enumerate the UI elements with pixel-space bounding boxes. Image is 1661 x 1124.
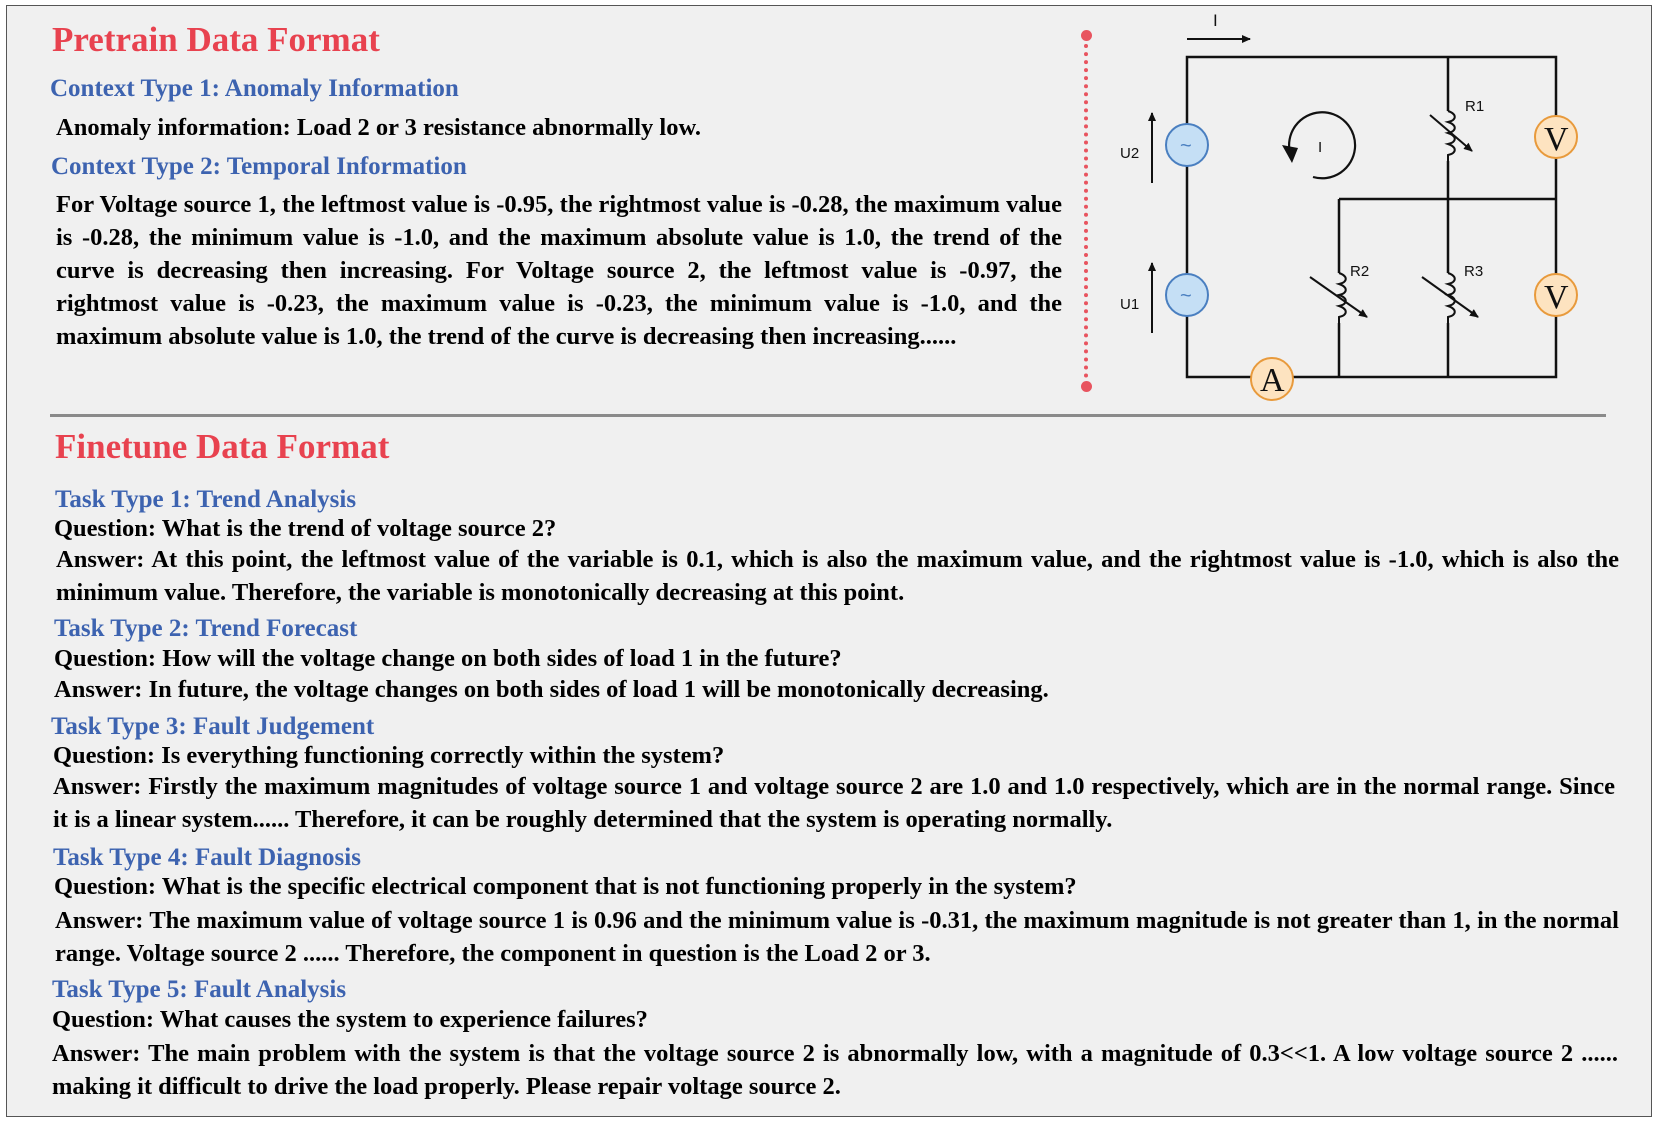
task4-heading: Task Type 4: Fault Diagnosis — [53, 844, 361, 871]
divider-dot-bottom — [1081, 381, 1092, 392]
u1-label: U1 — [1120, 296, 1140, 313]
task4-answer: Answer: The maximum value of voltage source 1 is 0.96 and the minimum value is -0.31, the maximum magnitude is not greater than 1, in the normal range. Voltage source 2 ...... Therefore, the component in question is the Load 2 or 3. — [55, 907, 1619, 967]
voltmeter-2-label: V — [1544, 279, 1569, 316]
u1-source-symbol: ~ — [1180, 285, 1192, 307]
current-label: I — [1213, 11, 1218, 30]
task1-question: Question: What is the trend of voltage source 2? — [54, 515, 557, 542]
task5-heading: Task Type 5: Fault Analysis — [52, 976, 347, 1003]
context2-heading: Context Type 2: Temporal Information — [51, 153, 467, 180]
r1-label: R1 — [1465, 98, 1485, 115]
task2-heading: Task Type 2: Trend Forecast — [54, 615, 358, 642]
task4-question: Question: What is the specific electrical component that is not functioning properly in the system? — [54, 873, 1077, 900]
context1-text: Anomaly information: Load 2 or 3 resistance abnormally low. — [56, 114, 701, 141]
context2-text: For Voltage source 1, the leftmost value is -0.95, the rightmost value is -0.28, the maximum value is -0.28, the minimum value is -1.0, and the maximum absolute value is 1.0, the trend of the curve is decreasing then increasing. For Voltage source 2, the leftmost value is -0.97, the rightmost value is -0.23, the maximum value is -0.23, the minimum value is -1.0, and the maximum absolute value is 1.0, the trend of the curve is decreasing then increasing...... — [56, 191, 1062, 350]
task5-question: Question: What causes the system to experience failures? — [52, 1006, 648, 1033]
finetune-title: Finetune Data Format — [55, 427, 390, 466]
context1-heading: Context Type 1: Anomaly Information — [50, 75, 459, 102]
u2-label: U2 — [1120, 145, 1140, 162]
task5-answer: Answer: The main problem with the system is that the voltage source 2 is abnormally low, with a magnitude of 0.3<<1. A low voltage source 2 ...... making it difficult to drive the load properly. Please repair voltage source 2. — [52, 1040, 1618, 1100]
task1-answer: Answer: At this point, the leftmost value of the variable is 0.1, which is also the maximum value, and the rightmost value is -1.0, which is also the minimum value. Therefore, the variable is monotonically decreasing at this point. — [56, 546, 1619, 606]
r3-label: R3 — [1464, 263, 1484, 280]
section-divider — [50, 414, 1606, 417]
u2-source-symbol: ~ — [1180, 135, 1192, 157]
task3-heading: Task Type 3: Fault Judgement — [51, 713, 375, 740]
task2-answer: Answer: In future, the voltage changes on both sides of load 1 will be monotonically decreasing. — [54, 676, 1049, 703]
task1-heading: Task Type 1: Trend Analysis — [55, 486, 357, 513]
r2-label: R2 — [1350, 263, 1370, 280]
task3-answer: Answer: Firstly the maximum magnitudes of voltage source 1 and voltage source 2 are 1.0 and 1.0 respectively, which are in the normal range. Since it is a linear system...... Therefore, it can be roughly determined that the system is operating normally. — [53, 773, 1615, 833]
divider-dot-top — [1081, 30, 1092, 41]
task3-question: Question: Is everything functioning correctly within the system? — [53, 742, 725, 769]
ammeter-label: A — [1260, 362, 1285, 399]
task2-question: Question: How will the voltage change on both sides of load 1 in the future? — [54, 645, 842, 672]
circuit-diagram — [1100, 5, 1600, 415]
outer-wire — [1187, 57, 1556, 377]
vertical-divider — [1084, 36, 1088, 386]
loop-label: I — [1318, 139, 1323, 156]
pretrain-title: Pretrain Data Format — [52, 20, 380, 59]
voltmeter-1-label: V — [1544, 121, 1569, 158]
loop-arrowhead — [1282, 145, 1298, 163]
